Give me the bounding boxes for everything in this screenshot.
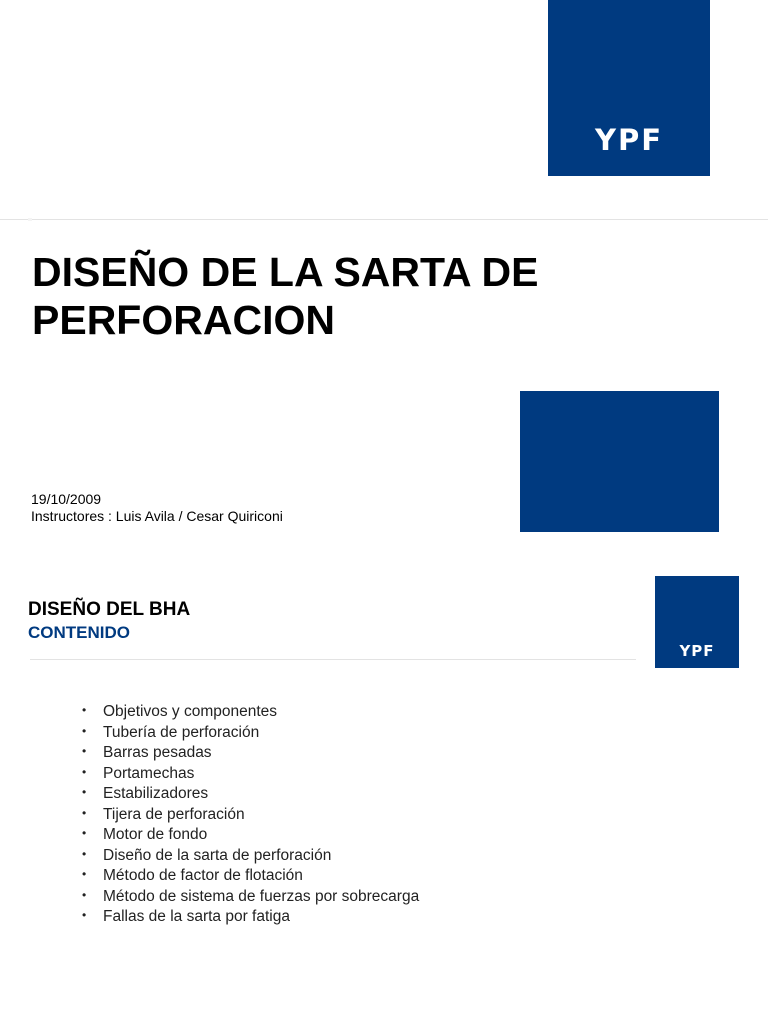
list-item-label: Método de factor de flotación [103, 867, 303, 884]
bullet-icon: • [82, 785, 87, 799]
bullet-icon: • [82, 846, 87, 861]
bullet-icon: • [82, 867, 87, 881]
list-item [82, 764, 419, 785]
slide-title: DISEÑO DE LA SARTA DE PERFORACION [32, 249, 539, 343]
ypf-logo-bottom [655, 576, 739, 668]
divider-tick [28, 218, 32, 221]
list-item-label: Tijera de perforación [103, 805, 245, 823]
section-title: DISEÑO DEL BHA [28, 599, 191, 620]
instructors-line: Instructores : Luis Avila / Cesar Quiriconi [31, 508, 283, 524]
ypf-logo-text-small: YPF [679, 642, 715, 660]
list-item [82, 743, 419, 764]
section-divider [30, 659, 636, 660]
bullet-icon: • [82, 805, 87, 820]
list-item-label: Fallas de la sarta por fatiga [103, 908, 290, 925]
list-item-label: Método de sistema de fuerzas por sobrecarga [103, 887, 420, 905]
list-item [82, 723, 419, 744]
bullet-icon: • [82, 908, 87, 922]
list-item-label: Portamechas [103, 764, 195, 782]
list-item [82, 846, 419, 867]
list-item [82, 866, 419, 887]
list-item-label: Objetivos y componentes [103, 703, 278, 720]
list-item [82, 784, 419, 805]
list-item-label: Barras pesadas [103, 744, 212, 761]
list-item [82, 805, 419, 826]
bullet-icon: • [82, 764, 87, 779]
ypf-logo-top [548, 0, 710, 176]
bullet-icon: • [82, 744, 87, 758]
ypf-logo-text: YPF [594, 123, 664, 157]
bullet-icon: • [82, 723, 87, 738]
list-item-label: Diseño de la sarta de perforación [103, 846, 332, 864]
section-subtitle: CONTENIDO [28, 623, 130, 642]
presentation-date: 19/10/2009 [31, 491, 102, 507]
list-item [82, 702, 419, 723]
list-item-label: Motor de fondo [103, 826, 208, 843]
header-divider [0, 219, 768, 220]
list-item [82, 887, 419, 908]
list-item-label: Estabilizadores [103, 785, 209, 802]
bullet-icon: • [82, 887, 87, 902]
list-item [82, 825, 419, 846]
bullet-icon: • [82, 703, 87, 717]
list-item [82, 907, 419, 928]
bullet-icon: • [82, 826, 87, 840]
blue-decorative-block [520, 391, 719, 532]
contents-list [82, 702, 419, 928]
list-item-label: Tubería de perforación [103, 723, 260, 741]
